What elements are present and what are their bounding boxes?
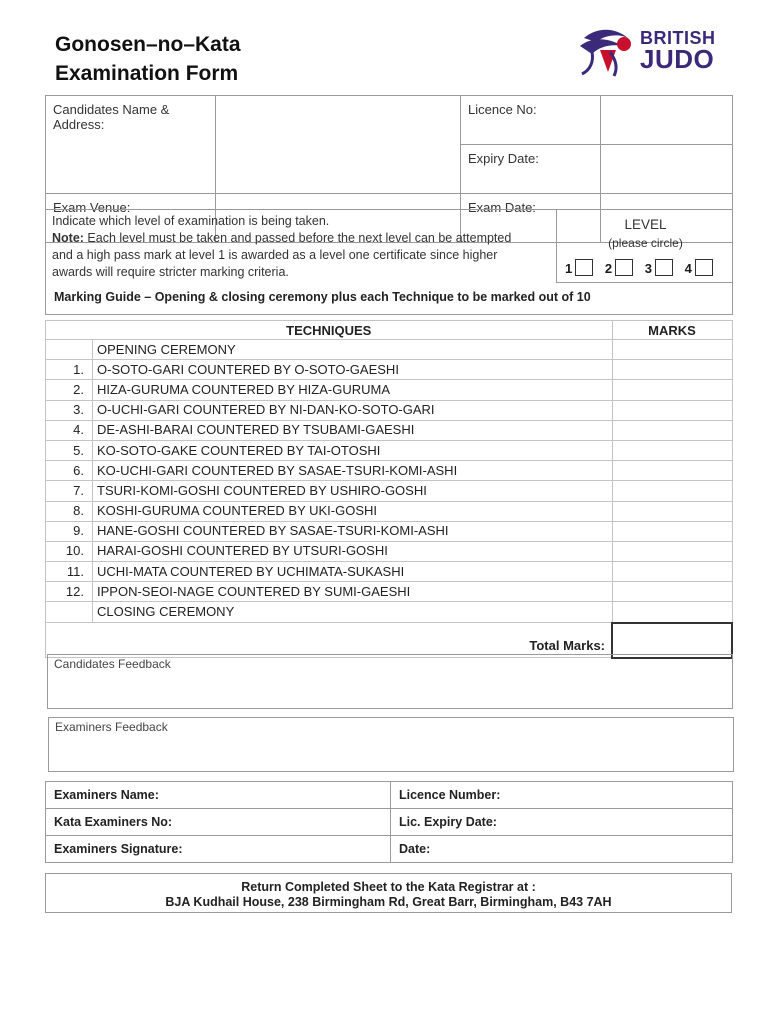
technique-mark-field[interactable]: [612, 582, 732, 602]
title-line-2: Examination Form: [55, 62, 239, 85]
technique-mark-field[interactable]: [612, 360, 732, 380]
technique-name: UCHI-MATA COUNTERED BY UCHIMATA-SUKASHI: [93, 562, 613, 582]
candidates-name-label: Candidates Name & Address:: [46, 96, 216, 194]
level-selector: [556, 209, 733, 283]
licence-no-label: Licence No:: [461, 96, 601, 145]
level-option-4[interactable]: 4: [685, 259, 713, 276]
technique-name: HIZA-GURUMA COUNTERED BY HIZA-GURUMA: [93, 380, 613, 400]
technique-number: 10.: [46, 541, 93, 561]
technique-mark-field[interactable]: [612, 602, 732, 623]
techniques-table: [45, 320, 733, 659]
technique-mark-field[interactable]: [612, 562, 732, 582]
technique-name: KO-UCHI-GARI COUNTERED BY SASAE-TSURI-KOMI-ASHI: [93, 461, 613, 481]
technique-number: 6.: [46, 461, 93, 481]
logo-text-british: BRITISH: [640, 28, 716, 48]
technique-row: [46, 340, 733, 360]
licence-no-field[interactable]: [601, 96, 733, 145]
candidates-name-field[interactable]: [216, 96, 461, 194]
examiners-feedback-box[interactable]: [48, 717, 734, 772]
technique-mark-field[interactable]: [612, 521, 732, 541]
technique-mark-field[interactable]: [612, 501, 732, 521]
technique-number: 7.: [46, 481, 93, 501]
level-instruction-text: Indicate which level of examination is being taken.: [52, 214, 330, 228]
technique-number: 5.: [46, 440, 93, 460]
technique-row: [46, 400, 733, 420]
technique-mark-field[interactable]: [612, 380, 732, 400]
technique-number: 11.: [46, 562, 93, 582]
technique-number: 3.: [46, 400, 93, 420]
expiry-date-field[interactable]: [601, 145, 733, 194]
technique-row: [46, 461, 733, 481]
candidates-feedback-box[interactable]: [47, 654, 733, 709]
technique-number: [46, 340, 93, 360]
examiners-name-field[interactable]: Examiners Name:: [46, 782, 391, 809]
title-line-1: Gonosen–no–Kata: [55, 33, 241, 56]
technique-name: TSURI-KOMI-GOSHI COUNTERED BY USHIRO-GOSHI: [93, 481, 613, 501]
technique-row: [46, 481, 733, 501]
technique-number: 1.: [46, 360, 93, 380]
technique-row: [46, 541, 733, 561]
examiners-feedback-label: Examiners Feedback: [55, 720, 168, 734]
british-judo-logo: [570, 22, 730, 80]
level-1-checkbox[interactable]: [575, 259, 593, 276]
page-title: [55, 30, 241, 88]
technique-name: CLOSING CEREMONY: [93, 602, 613, 623]
candidates-feedback-label: Candidates Feedback: [54, 657, 171, 671]
technique-row: [46, 582, 733, 602]
technique-mark-field[interactable]: [612, 481, 732, 501]
technique-number: 8.: [46, 501, 93, 521]
technique-mark-field[interactable]: [612, 541, 732, 561]
techniques-header: TECHNIQUES: [46, 321, 613, 340]
level-2-checkbox[interactable]: [615, 259, 633, 276]
technique-name: DE-ASHI-BARAI COUNTERED BY TSUBAMI-GAESHI: [93, 420, 613, 440]
judoka-emblem-icon: [570, 22, 636, 78]
technique-row: [46, 562, 733, 582]
level-subtitle: (please circle): [608, 236, 683, 250]
level-option-3[interactable]: 3: [645, 259, 673, 276]
technique-row: [46, 521, 733, 541]
note-text: Each level must be taken and passed before the next level can be attempted and a high pass mark at level 1 is awarded as a level one certificate since higher awards will require stricter marking criteria.: [52, 231, 512, 279]
exam-date-label: Exam Date:: [461, 194, 601, 243]
technique-name: KO-SOTO-GAKE COUNTERED BY TAI-OTOSHI: [93, 440, 613, 460]
technique-name: O-UCHI-GARI COUNTERED BY NI-DAN-KO-SOTO-GARI: [93, 400, 613, 420]
technique-row: [46, 420, 733, 440]
technique-row: [46, 380, 733, 400]
technique-name: HARAI-GOSHI COUNTERED BY UTSURI-GOSHI: [93, 541, 613, 561]
level-instructions: [52, 213, 532, 281]
technique-number: [46, 602, 93, 623]
kata-examiners-no-field[interactable]: Kata Examiners No:: [46, 809, 391, 836]
examiner-details-table: [45, 781, 733, 863]
exam-venue-label: Exam Venue:: [46, 194, 216, 243]
date-field[interactable]: Date:: [391, 836, 733, 863]
technique-row: [46, 440, 733, 460]
level-options: [565, 259, 735, 276]
technique-mark-field[interactable]: [612, 440, 732, 460]
examiners-signature-field[interactable]: Examiners Signature:: [46, 836, 391, 863]
technique-name: HANE-GOSHI COUNTERED BY SASAE-TSURI-KOMI-ASHI: [93, 521, 613, 541]
licence-number-field[interactable]: Licence Number:: [391, 782, 733, 809]
technique-row: [46, 602, 733, 623]
technique-name: O-SOTO-GARI COUNTERED BY O-SOTO-GAESHI: [93, 360, 613, 380]
technique-number: 9.: [46, 521, 93, 541]
level-note: [52, 230, 532, 281]
technique-row: [46, 501, 733, 521]
return-address: BJA Kudhail House, 238 Birmingham Rd, Great Barr, Birmingham, B43 7AH: [165, 895, 612, 909]
note-label: Note:: [52, 231, 84, 245]
technique-number: 4.: [46, 420, 93, 440]
level-4-checkbox[interactable]: [695, 259, 713, 276]
technique-name: OPENING CEREMONY: [93, 340, 613, 360]
lic-expiry-date-field[interactable]: Lic. Expiry Date:: [391, 809, 733, 836]
technique-number: 12.: [46, 582, 93, 602]
return-address-box: [45, 873, 732, 913]
expiry-date-label: Expiry Date:: [461, 145, 601, 194]
technique-name: IPPON-SEOI-NAGE COUNTERED BY SUMI-GAESHI: [93, 582, 613, 602]
total-marks-field[interactable]: [612, 623, 732, 658]
marking-guide: Marking Guide – Opening & closing ceremony plus each Technique to be marked out of 10: [54, 290, 591, 304]
level-option-1[interactable]: 1: [565, 259, 593, 276]
technique-number: 2.: [46, 380, 93, 400]
technique-mark-field[interactable]: [612, 420, 732, 440]
technique-mark-field[interactable]: [612, 461, 732, 481]
technique-name: KOSHI-GURUMA COUNTERED BY UKI-GOSHI: [93, 501, 613, 521]
return-instruction: Return Completed Sheet to the Kata Registrar at :: [241, 880, 536, 894]
technique-mark-field[interactable]: [612, 340, 732, 360]
level-title: LEVEL: [624, 217, 667, 232]
level-option-2[interactable]: 2: [605, 259, 633, 276]
technique-row: [46, 360, 733, 380]
technique-mark-field[interactable]: [612, 400, 732, 420]
level-3-checkbox[interactable]: [655, 259, 673, 276]
logo-text-judo: JUDO: [640, 44, 715, 74]
total-marks-label: Total Marks:: [46, 623, 613, 658]
marks-header: MARKS: [612, 321, 732, 340]
